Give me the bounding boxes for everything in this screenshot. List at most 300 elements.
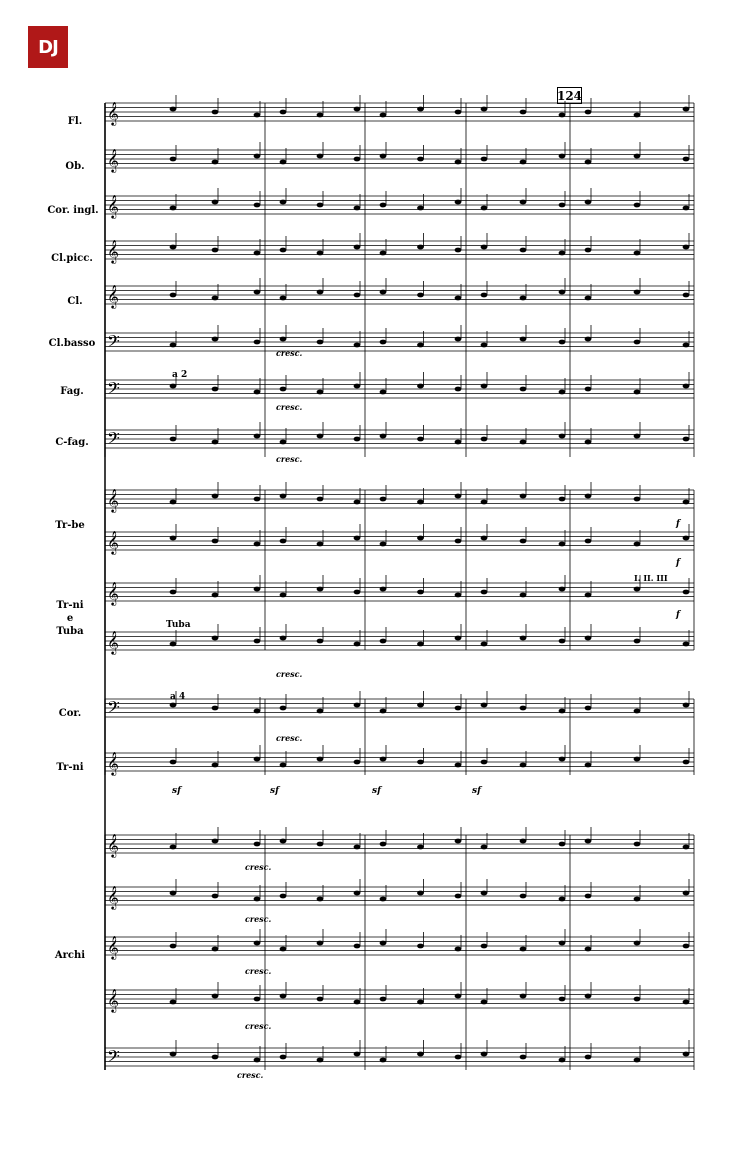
dynamic-cresc: cresc. (276, 733, 303, 743)
dynamic-cresc: cresc. (237, 1070, 264, 1080)
note-head (520, 636, 527, 641)
label-trombones-tuba-3: Tuba (56, 626, 84, 637)
note-head (634, 340, 641, 345)
label-oboe: Ob. (65, 161, 85, 172)
note-head (559, 203, 566, 208)
note-head (683, 437, 690, 442)
note-head (170, 1052, 177, 1057)
note-head (380, 390, 387, 395)
dynamic-cresc: cresc. (245, 914, 272, 924)
note-head (380, 434, 387, 439)
note-head (417, 845, 424, 850)
note-head (455, 636, 462, 641)
note-head (354, 157, 361, 162)
note-head (417, 891, 424, 896)
note-head (254, 757, 261, 762)
note-head (280, 296, 287, 301)
dynamic-f: f (676, 519, 680, 529)
note-head (481, 206, 488, 211)
note-head (254, 842, 261, 847)
dynamic-sf: sf (172, 786, 181, 796)
note-head (634, 203, 641, 208)
note-head (170, 245, 177, 250)
note-head (380, 1058, 387, 1063)
note-head (317, 340, 324, 345)
note-head (634, 251, 641, 256)
note-head (354, 384, 361, 389)
note-head (317, 709, 324, 714)
note-head (634, 290, 641, 295)
note-head (354, 891, 361, 896)
note-head (455, 337, 462, 342)
note-head (585, 706, 592, 711)
clef: 𝄢 (107, 331, 120, 355)
note-head (170, 642, 177, 647)
note-head (559, 251, 566, 256)
note-head (354, 437, 361, 442)
note-head (280, 636, 287, 641)
note-head (585, 894, 592, 899)
dynamic-cresc: cresc. (276, 669, 303, 679)
note-head (354, 293, 361, 298)
note-head (254, 1058, 261, 1063)
note-head (317, 154, 324, 159)
note-head (455, 839, 462, 844)
note-head (170, 590, 177, 595)
note-head (317, 897, 324, 902)
label-clarinet: Cl. (67, 296, 83, 307)
note-head (683, 343, 690, 348)
note-head (354, 536, 361, 541)
note-head (212, 296, 219, 301)
clef: 𝄞 (107, 488, 119, 512)
note-head (585, 200, 592, 205)
note-head (280, 440, 287, 445)
clef: 𝄞 (107, 239, 119, 263)
note-head (585, 636, 592, 641)
note-head (254, 587, 261, 592)
label-trombones-tuba-2: e (66, 613, 74, 624)
note-head (317, 587, 324, 592)
note-head (585, 296, 592, 301)
note-head (455, 539, 462, 544)
note-head (254, 897, 261, 902)
note-head (417, 760, 424, 765)
note-head (683, 500, 690, 505)
label-contrabassoon: C-fag. (55, 437, 89, 448)
note-head (380, 203, 387, 208)
publisher-logo: DJ (28, 26, 68, 68)
note-head (634, 997, 641, 1002)
label-trombones-tuba-1: Tr-ni (56, 600, 84, 611)
note-head (559, 639, 566, 644)
note-head (317, 203, 324, 208)
note-head (354, 206, 361, 211)
note-head (585, 110, 592, 115)
clef: 𝄢 (107, 428, 120, 452)
note-head (481, 536, 488, 541)
note-head (520, 248, 527, 253)
note-head (455, 440, 462, 445)
note-head (559, 709, 566, 714)
note-head (317, 542, 324, 547)
label-horns: Cor. (58, 708, 82, 719)
note-head (417, 1000, 424, 1005)
note-head (317, 842, 324, 847)
note-head (254, 390, 261, 395)
note-head (455, 296, 462, 301)
note-head (634, 842, 641, 847)
note-head (354, 343, 361, 348)
note-head (380, 897, 387, 902)
note-head (317, 290, 324, 295)
note-head (481, 1052, 488, 1057)
label-clarinet-piccolo: Cl.picc. (51, 253, 93, 264)
note-head (380, 154, 387, 159)
note-head (354, 245, 361, 250)
note-head (280, 593, 287, 598)
note-head (559, 997, 566, 1002)
note-head (520, 894, 527, 899)
note-head (559, 113, 566, 118)
note-head (354, 1052, 361, 1057)
dynamic-f: f (676, 610, 680, 620)
note-head (559, 290, 566, 295)
note-head (455, 894, 462, 899)
note-head (317, 251, 324, 256)
note-head (280, 839, 287, 844)
note-head (520, 160, 527, 165)
note-head (481, 157, 488, 162)
note-head (212, 200, 219, 205)
note-head (585, 1055, 592, 1060)
note-head (254, 639, 261, 644)
note-head (170, 845, 177, 850)
note-head (417, 206, 424, 211)
note-head (280, 248, 287, 253)
note-head (417, 293, 424, 298)
note-head (317, 497, 324, 502)
note-head (212, 763, 219, 768)
note-head (354, 500, 361, 505)
note-head (585, 440, 592, 445)
note-head (585, 947, 592, 952)
note-head (481, 891, 488, 896)
note-head (455, 248, 462, 253)
note-head (585, 839, 592, 844)
note-head (559, 842, 566, 847)
note-head (683, 642, 690, 647)
note-head (317, 757, 324, 762)
clef: 𝄞 (107, 988, 119, 1012)
note-head (280, 337, 287, 342)
note-head (634, 154, 641, 159)
note-head (481, 343, 488, 348)
note-head (481, 293, 488, 298)
note-head (280, 763, 287, 768)
note-head (634, 390, 641, 395)
note-head (170, 157, 177, 162)
note-head (254, 251, 261, 256)
label-strings: Archi (54, 950, 86, 961)
clef: 𝄞 (107, 148, 119, 172)
note-head (585, 337, 592, 342)
note-head (481, 944, 488, 949)
note-head (380, 639, 387, 644)
note-head (559, 1058, 566, 1063)
note-head (683, 157, 690, 162)
note-head (354, 1000, 361, 1005)
note-head (212, 440, 219, 445)
note-head (354, 703, 361, 708)
clef: 𝄞 (107, 630, 119, 654)
note-head (559, 542, 566, 547)
note-head (254, 434, 261, 439)
note-head (683, 845, 690, 850)
note-head (520, 200, 527, 205)
note-head (634, 113, 641, 118)
label-trombones: Tr-ni (56, 762, 84, 773)
note-head (481, 760, 488, 765)
label-trumpets: Tr-be (55, 520, 85, 531)
note-head (354, 590, 361, 595)
note-head (380, 997, 387, 1002)
note-head (455, 994, 462, 999)
note-head (520, 994, 527, 999)
clef: 𝄢 (107, 697, 120, 721)
note-head (417, 536, 424, 541)
note-head (520, 337, 527, 342)
note-head (683, 384, 690, 389)
note-head (683, 760, 690, 765)
note-head (170, 384, 177, 389)
note-head (634, 709, 641, 714)
dynamic-sf: sf (472, 786, 481, 796)
note-head (683, 944, 690, 949)
note-head (520, 539, 527, 544)
note-head (254, 941, 261, 946)
note-head (317, 113, 324, 118)
note-head (380, 542, 387, 547)
clef: 𝄞 (107, 101, 119, 125)
note-head (417, 107, 424, 112)
note-head (520, 387, 527, 392)
note-head (520, 706, 527, 711)
note-head (317, 941, 324, 946)
note-head (455, 160, 462, 165)
note-head (417, 157, 424, 162)
note-head (212, 160, 219, 165)
note-head (634, 941, 641, 946)
note-head (380, 251, 387, 256)
note-head (170, 944, 177, 949)
note-head (585, 248, 592, 253)
note-head (380, 587, 387, 592)
note-head (280, 494, 287, 499)
note-head (170, 107, 177, 112)
note-head (280, 947, 287, 952)
note-head (455, 593, 462, 598)
label-bassoon: Fag. (60, 386, 84, 397)
note-head (170, 1000, 177, 1005)
note-head (354, 944, 361, 949)
note-head (212, 387, 219, 392)
annotation-a2: a 2 (172, 370, 188, 380)
dynamic-cresc: cresc. (276, 402, 303, 412)
note-head (280, 200, 287, 205)
note-head (380, 941, 387, 946)
note-head (212, 894, 219, 899)
note-head (455, 110, 462, 115)
note-head (634, 1058, 641, 1063)
annotation-i-ii-iii: I. II. III (634, 573, 668, 583)
note-head (683, 1052, 690, 1057)
note-head (170, 437, 177, 442)
note-head (317, 997, 324, 1002)
note-head (634, 757, 641, 762)
note-head (317, 639, 324, 644)
note-head (417, 590, 424, 595)
note-head (280, 994, 287, 999)
note-head (634, 587, 641, 592)
note-head (280, 387, 287, 392)
note-head (317, 434, 324, 439)
note-head (585, 387, 592, 392)
clef: 𝄞 (107, 751, 119, 775)
note-head (212, 539, 219, 544)
note-head (481, 845, 488, 850)
note-head (683, 206, 690, 211)
note-head (481, 437, 488, 442)
note-head (417, 703, 424, 708)
note-head (212, 947, 219, 952)
note-head (585, 763, 592, 768)
dynamic-cresc: cresc. (245, 1021, 272, 1031)
note-head (417, 343, 424, 348)
note-head (212, 494, 219, 499)
note-head (280, 1055, 287, 1060)
note-head (455, 706, 462, 711)
note-head (481, 107, 488, 112)
note-head (212, 110, 219, 115)
note-head (170, 760, 177, 765)
note-head (212, 1055, 219, 1060)
clef: 𝄞 (107, 935, 119, 959)
note-head (455, 1055, 462, 1060)
note-head (417, 384, 424, 389)
note-head (455, 387, 462, 392)
note-head (481, 500, 488, 505)
note-head (417, 642, 424, 647)
note-head (683, 891, 690, 896)
note-head (585, 593, 592, 598)
note-head (170, 891, 177, 896)
note-head (585, 494, 592, 499)
clef: 𝄞 (107, 581, 119, 605)
note-head (170, 500, 177, 505)
note-head (455, 494, 462, 499)
note-head (254, 290, 261, 295)
note-head (212, 706, 219, 711)
note-head (254, 497, 261, 502)
annotation-a4: a 4 (170, 692, 186, 702)
dynamic-cresc: cresc. (245, 966, 272, 976)
note-head (254, 542, 261, 547)
note-head (380, 757, 387, 762)
note-head (481, 703, 488, 708)
note-head (683, 590, 690, 595)
note-head (683, 536, 690, 541)
note-head (481, 590, 488, 595)
note-head (683, 1000, 690, 1005)
clef: 𝄢 (107, 1046, 120, 1070)
note-head (417, 500, 424, 505)
note-head (683, 703, 690, 708)
note-head (520, 947, 527, 952)
note-head (280, 706, 287, 711)
note-head (380, 113, 387, 118)
note-head (559, 390, 566, 395)
note-head (254, 154, 261, 159)
dynamic-cresc: cresc. (276, 348, 303, 358)
clef: 𝄞 (107, 284, 119, 308)
dynamic-f: f (676, 558, 680, 568)
note-head (634, 497, 641, 502)
note-head (634, 897, 641, 902)
note-head (380, 842, 387, 847)
note-head (417, 1052, 424, 1057)
note-head (212, 593, 219, 598)
note-head (354, 107, 361, 112)
note-head (380, 709, 387, 714)
note-head (559, 587, 566, 592)
label-cor-anglais: Cor. ingl. (47, 205, 99, 216)
note-head (254, 113, 261, 118)
clef: 𝄞 (107, 833, 119, 857)
note-head (585, 994, 592, 999)
note-head (380, 340, 387, 345)
note-head (254, 203, 261, 208)
note-head (520, 839, 527, 844)
note-head (683, 107, 690, 112)
note-head (559, 340, 566, 345)
note-head (254, 997, 261, 1002)
note-head (520, 1055, 527, 1060)
note-head (170, 703, 177, 708)
note-head (354, 760, 361, 765)
note-head (455, 947, 462, 952)
note-head (559, 941, 566, 946)
dynamic-sf: sf (270, 786, 279, 796)
note-head (455, 763, 462, 768)
note-head (380, 497, 387, 502)
note-head (520, 593, 527, 598)
note-head (354, 642, 361, 647)
note-head (520, 296, 527, 301)
note-head (634, 542, 641, 547)
note-head (417, 245, 424, 250)
note-head (481, 642, 488, 647)
note-head (417, 944, 424, 949)
note-head (559, 434, 566, 439)
dynamic-sf: sf (372, 786, 381, 796)
note-head (280, 894, 287, 899)
note-head (212, 248, 219, 253)
note-head (481, 1000, 488, 1005)
note-head (520, 763, 527, 768)
note-head (634, 434, 641, 439)
note-head (317, 390, 324, 395)
